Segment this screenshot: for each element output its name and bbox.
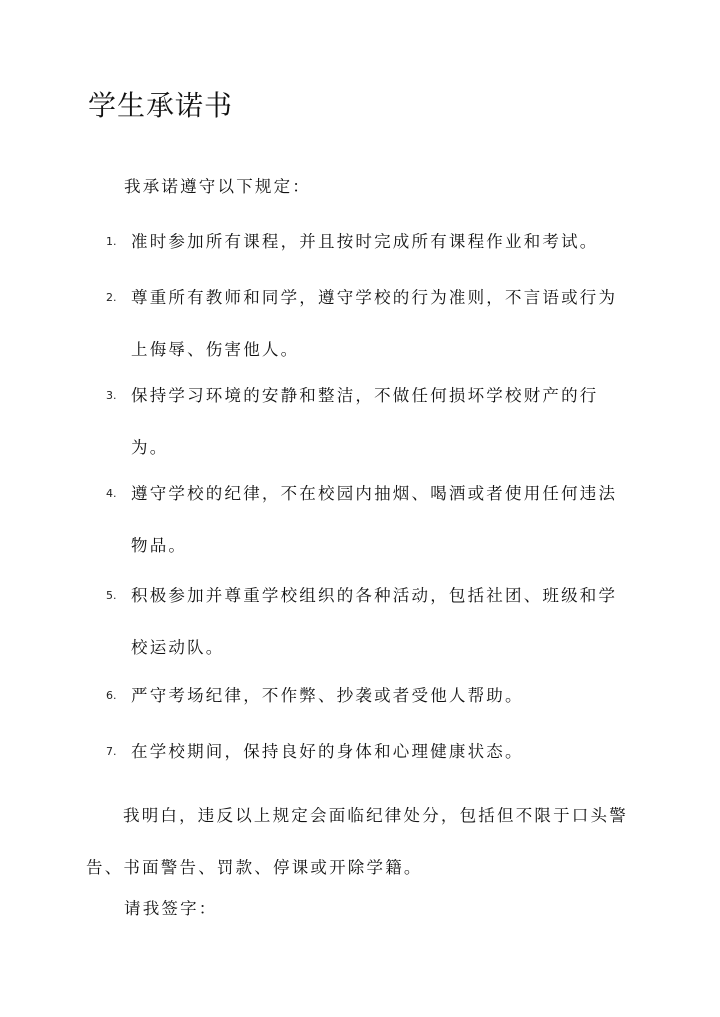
intro-text: 我承诺遵守以下规定： xyxy=(124,177,311,196)
document-title: 学生承诺书 xyxy=(88,89,234,122)
rule-item xyxy=(106,370,626,474)
rule-text: 在学校期间，保持良好的身体和心理健康状态。 xyxy=(131,742,524,761)
rule-item xyxy=(106,468,626,572)
rule-number: 1. xyxy=(106,235,117,248)
rule-number: 7. xyxy=(106,745,117,758)
rule-text: 积极参加并尊重学校组织的各种活动，包括社团、班级和学校运动队。 xyxy=(131,586,618,657)
rule-text: 尊重所有教师和同学，遵守学校的行为准则，不言语或行为上侮辱、伤害他人。 xyxy=(131,288,618,359)
signature-prompt: 请我签字： xyxy=(124,899,218,918)
rule-item xyxy=(106,670,626,722)
rule-item xyxy=(106,570,626,674)
rule-text: 严守考场纪律，不作弊、抄袭或者受他人帮助。 xyxy=(131,686,524,705)
closing-paragraph: 我明白，违反以上规定会面临纪律处分，包括但不限于口头警告、书面警告、罚款、停课或开除学籍。 xyxy=(86,806,628,877)
rule-text: 准时参加所有课程，并且按时完成所有课程作业和考试。 xyxy=(131,232,599,251)
rule-number: 5. xyxy=(106,589,117,602)
rule-text: 保持学习环境的安静和整洁，不做任何损坏学校财产的行为。 xyxy=(131,386,599,457)
rule-text: 遵守学校的纪律，不在校园内抽烟、喝酒或者使用任何违法物品。 xyxy=(131,484,618,555)
rule-number: 3. xyxy=(106,389,117,402)
rule-number: 6. xyxy=(106,689,117,702)
rule-item xyxy=(106,216,626,268)
rule-item xyxy=(106,726,626,778)
rule-item xyxy=(106,272,626,376)
rule-number: 4. xyxy=(106,487,117,500)
rule-number: 2. xyxy=(106,291,117,304)
